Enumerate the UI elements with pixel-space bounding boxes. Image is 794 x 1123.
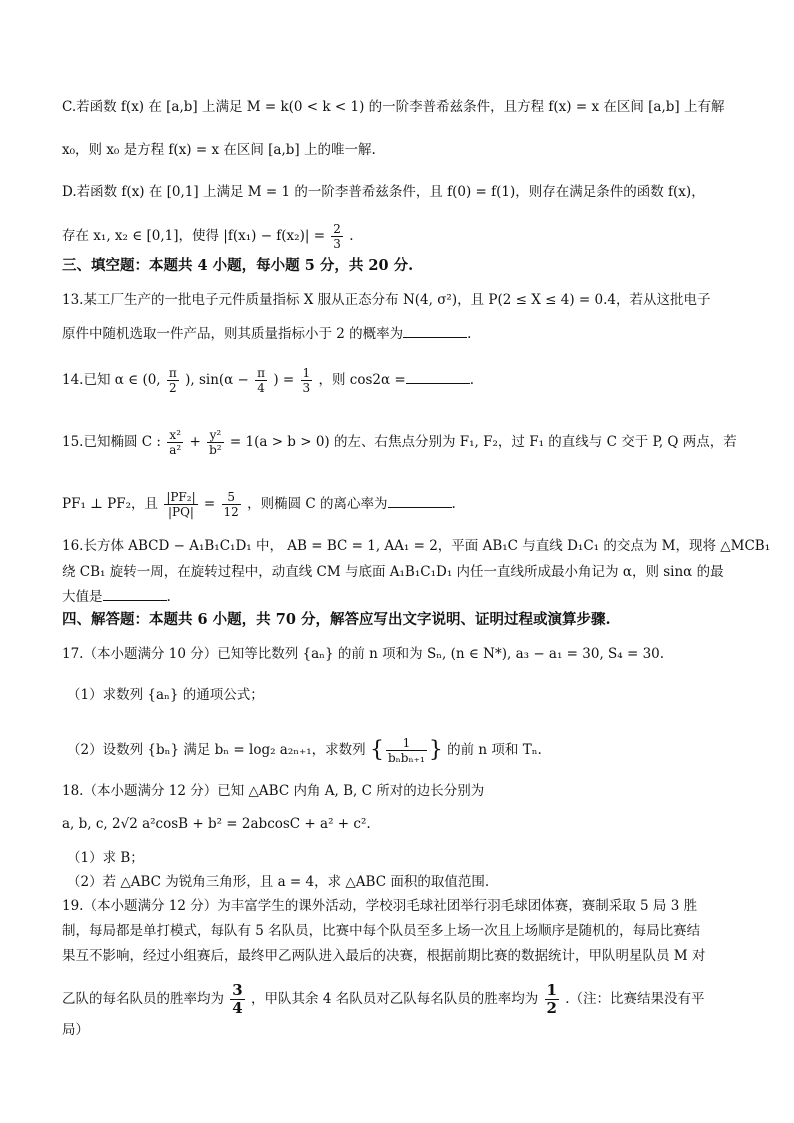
fraction [222, 490, 241, 519]
fraction-num: π [257, 366, 266, 380]
q19-line4-mid: ，甲队其余 4 名队员对乙队每名队员的胜率均为 [251, 991, 539, 1007]
q14-mid2: ) = [273, 372, 299, 388]
q15-plus: + [189, 434, 206, 450]
section4-heading: 四、解答题：本题共 6 小题，共 70 分，解答应写出文字说明、证明过程或演算步骤. [62, 611, 611, 628]
fraction-num: 1 [302, 366, 311, 380]
fraction-den: 3 [333, 237, 341, 251]
fraction [255, 366, 267, 395]
fraction-num: x² [167, 428, 183, 443]
fraction [331, 222, 343, 251]
q19-line4 [62, 982, 705, 1017]
q17-sub1: （1）求数列 {aₙ} 的通项公式； [67, 687, 264, 703]
fraction-den: 4 [232, 999, 243, 1017]
q13-line2-text: 原件中随机选取一件产品，则其质量指标小于 2 的概率为 [62, 326, 404, 342]
q18-line2: a, b, c, 2√2 a²cosB + b² = 2abcosC + a² + c². [62, 816, 371, 832]
q17-sub2-post: 的前 n 项和 Tₙ. [447, 742, 542, 758]
fraction [301, 366, 313, 395]
q14-mid: ), sin(α − [185, 372, 254, 388]
option-d-line2 [62, 222, 354, 251]
fraction [167, 428, 183, 457]
fraction [230, 982, 244, 1017]
option-c-line1: C.若函数 f(x) 在 [a,b] 上满足 M = k(0 < k < 1) 的一阶李普希兹条件，且方程 f(x) = x 在区间 [a,b] 上有解 [62, 99, 725, 115]
option-d-line2-pre: 存在 x₁, x₂ ∈ [0,1]，使得 |f(x₁) − f(x₂)| = [62, 228, 325, 244]
q19-line3: 果互不影响，经过小组赛后，最终甲乙两队进入最后的决赛，根据前期比赛的数据统计，甲队明星队员 M 对 [62, 948, 706, 964]
q15-line1 [62, 428, 737, 457]
fraction-den: 4 [257, 381, 265, 395]
left-brace: { [369, 737, 384, 763]
fraction [167, 366, 179, 395]
q17-sub2-pre: （2）设数列 {bₙ} 满足 bₙ = log₂ a₂ₙ₊₁，求数列 [67, 742, 366, 758]
q18-sub2: （2）若 △ABC 为锐角三角形，且 a = 4，求 △ABC 面积的取值范围. [67, 874, 490, 890]
answer-blank [406, 369, 470, 384]
fraction-den: 2 [169, 381, 177, 395]
option-d-line2-post: . [349, 228, 354, 244]
q13-line1: 13.某工厂生产的一批电子元件质量指标 X 服从正态分布 N(4, σ²)，且 P(2 ≤ X ≤ 4) = 0.4，若从这批电子 [62, 292, 711, 308]
q16-line1: 16.长方体 ABCD − A₁B₁C₁D₁ 中， AB = BC = 1, AA₁ = 2，平面 AB₁C 与直线 D₁C₁ 的交点为 M，现将 △MCB₁ [62, 538, 771, 554]
q16-line3-text: 大值是 [62, 589, 103, 605]
fraction-num: |PF₂| [166, 490, 196, 504]
fraction-den: bₙbₙ₊₁ [387, 751, 425, 765]
fraction [386, 736, 427, 765]
q14-pre: 14.已知 α ∈ (0, [62, 372, 165, 388]
fraction-num: y² [207, 428, 224, 443]
q16-line3: 大值是 . [62, 586, 171, 607]
q18-sub1: （1）求 B； [67, 850, 144, 866]
fraction-den: b² [209, 443, 222, 457]
q19-line4-pre: 乙队的每名队员的胜率均为 [62, 991, 224, 1007]
q17-sub2 [67, 736, 542, 765]
q19-line1: 19.（本小题满分 12 分）为丰富学生的课外活动，学校羽毛球社团举行羽毛球团体赛，赛制采取 5 局 3 胜 [62, 898, 698, 914]
fraction [207, 428, 224, 457]
fraction [545, 982, 559, 1017]
fraction [164, 490, 197, 519]
right-brace: } [428, 737, 443, 763]
q15-line2-pre: PF₁ ⊥ PF₂，且 [62, 496, 159, 512]
q15-line2: PF₁ ⊥ PF₂，且 $\frac{\text{|PF₂|}}{|PQ|}$ = $\frac{5}{12}$ ，则椭圆 C 的离心率为 . [62, 490, 456, 519]
fraction-den: |PQ| [167, 505, 194, 519]
fraction-num: π [168, 366, 177, 380]
q15-line2-post: ，则椭圆 C 的离心率为 [247, 496, 388, 512]
fraction-num: 1 [546, 981, 557, 999]
fraction-num: 1 [386, 736, 427, 751]
q18-line1: 18.（本小题满分 12 分）已知 △ABC 内角 A, B, C 所对的边长分别为 [62, 783, 485, 799]
answer-blank [103, 586, 167, 601]
q14-line: 14.已知 α ∈ (0, $\frac{\pi}{2}$ ), sin(α − $\frac{\pi}{4}$ ) = $\frac{1}{3}$ ，则 cos2α = . [62, 366, 474, 395]
q14-post: ，则 cos2α = [318, 372, 406, 388]
option-c-line2: x₀，则 x₀ 是方程 f(x) = x 在区间 [a,b] 上的唯一解. [62, 142, 376, 158]
fraction-den: a² [169, 443, 182, 457]
fraction-den: 2 [546, 999, 557, 1017]
q19-line5: 局） [62, 1022, 89, 1038]
section3-heading: 三、填空题：本题共 4 小题，每小题 5 分，共 20 分. [62, 257, 414, 274]
option-d-line1: D.若函数 f(x) 在 [0,1] 上满足 M = 1 的一阶李普希兹条件，且 f(0) = f(1)，则存在满足条件的函数 f(x)， [62, 184, 705, 200]
fraction-den: 12 [223, 505, 239, 519]
q15-eq: = [203, 496, 220, 512]
q15-post: = 1(a > b > 0) 的左、右焦点分别为 F₁, F₂，过 F₁ 的直线与 C 交于 P, Q 两点，若 [229, 434, 737, 450]
fraction-num: 5 [222, 490, 241, 505]
answer-blank [388, 493, 452, 508]
q19-line2: 制，每局都是单打模式，每队有 5 名队员，比赛中每个队员至多上场一次且上场顺序是随机的，每局比赛结 [62, 923, 701, 939]
q13-line2: 原件中随机选取一件产品，则其质量指标小于 2 的概率为 . [62, 323, 471, 344]
fraction-num: 3 [232, 981, 243, 999]
q16-line2: 绕 CB₁ 旋转一周，在旋转过程中，动直线 CM 与底面 A₁B₁C₁D₁ 内任一直线所成最小角记为 α，则 sinα 的最 [62, 564, 724, 580]
fraction-num: 2 [333, 222, 341, 236]
q15-pre: 15.已知椭圆 C : [62, 434, 166, 450]
answer-blank [403, 323, 467, 338]
q17-line1: 17.（本小题满分 10 分）已知等比数列 {aₙ} 的前 n 项和为 Sₙ, (n ∈ N*), a₃ − a₁ = 30, S₄ = 30. [62, 646, 665, 662]
fraction-den: 3 [302, 381, 311, 395]
q19-line4-post: .（注：比赛结果没有平 [565, 991, 705, 1007]
